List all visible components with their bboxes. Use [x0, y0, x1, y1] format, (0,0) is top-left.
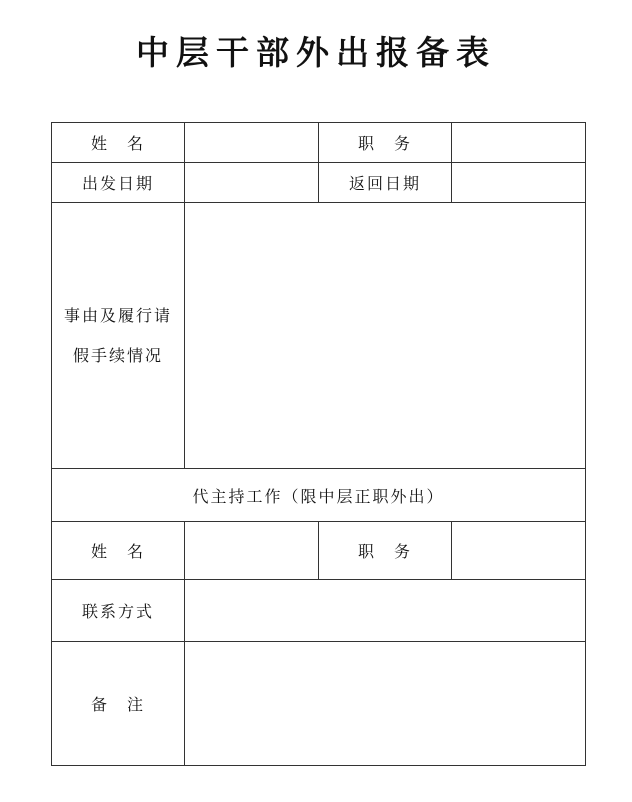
applicant-row: [52, 123, 586, 163]
page-title: 中层干部外出报备表: [136, 33, 496, 72]
contact-row: [52, 580, 586, 642]
remarks-row: [52, 642, 586, 766]
reason-label-line1: 事由及履行请: [63, 305, 172, 325]
position-field[interactable]: [452, 123, 586, 163]
remarks-field[interactable]: [185, 642, 586, 766]
name-label: 姓 名: [52, 123, 185, 163]
depart-date-label: 出发日期: [52, 163, 185, 203]
reason-field[interactable]: [185, 203, 586, 469]
acting-person-row: [52, 522, 586, 580]
acting-name-field[interactable]: [185, 522, 319, 580]
name-field[interactable]: [185, 123, 319, 163]
depart-date-field[interactable]: [185, 163, 319, 203]
report-form-table: [51, 122, 586, 766]
contact-field[interactable]: [185, 580, 586, 642]
return-date-field[interactable]: [452, 163, 586, 203]
reason-label-line2: 假手续情况: [72, 345, 163, 365]
acting-position-label: 职 务: [319, 522, 452, 580]
reason-label: [52, 203, 185, 469]
acting-name-label: 姓 名: [52, 522, 185, 580]
contact-label: 联系方式: [52, 580, 185, 642]
dates-row: [52, 163, 586, 203]
acting-section-row: [52, 469, 586, 522]
acting-section-heading: 代主持工作（限中层正职外出）: [52, 469, 586, 522]
remarks-label: 备 注: [52, 642, 185, 766]
position-label: 职 务: [319, 123, 452, 163]
acting-position-field[interactable]: [452, 522, 586, 580]
return-date-label: 返回日期: [319, 163, 452, 203]
reason-row: [52, 203, 586, 469]
